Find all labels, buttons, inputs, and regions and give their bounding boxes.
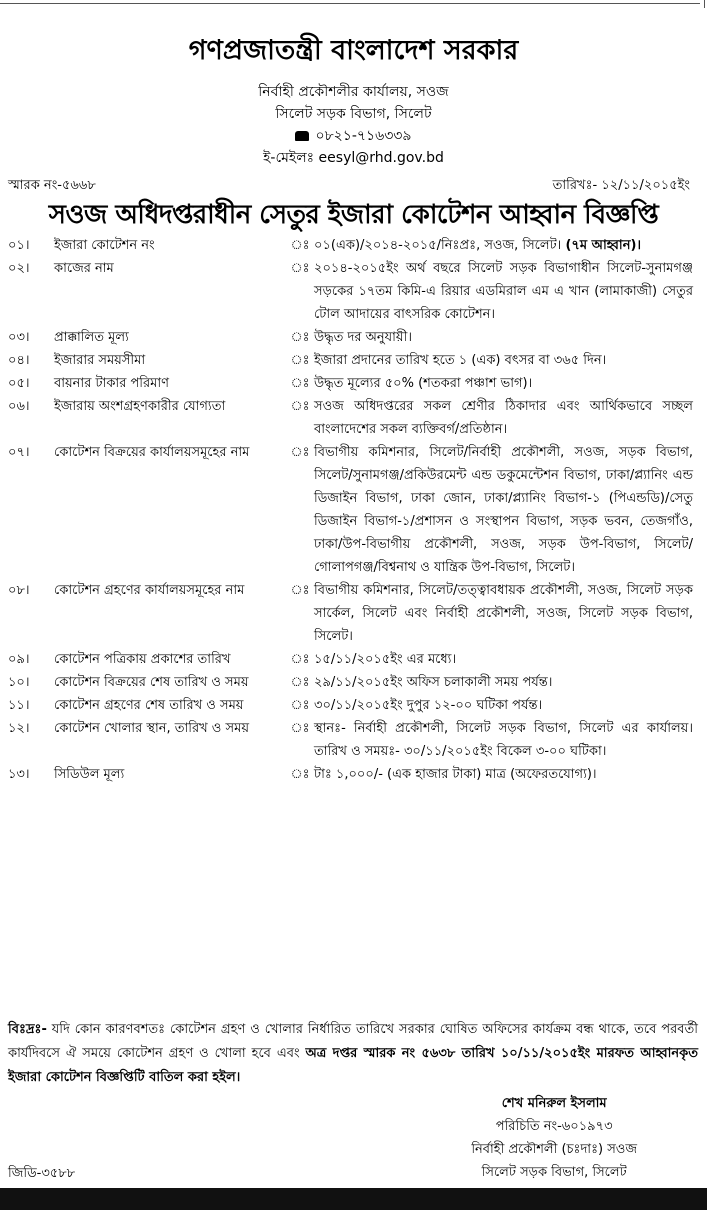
letterhead	[0, 30, 707, 169]
note-cancellation: অত্র দপ্তর স্মারক নং ৫৬৩৮ তারিখ ১০/১১/২০১৫ইং মারফত আহ্বানকৃত ইজারা কোটেশন বিজ্ঞপ্তিটি বাতিল করা হইল।	[8, 1046, 698, 1085]
notice-item-row	[8, 671, 693, 694]
memo-number: স্মারক নং-৫৬৬৮	[8, 178, 96, 193]
phone-number: ০৮২১-৭১৬৩৩৯	[315, 128, 412, 144]
right-border-tick	[704, 0, 705, 8]
item-value	[314, 671, 693, 694]
office-name: নির্বাহী প্রকৌশলীর কার্যালয়, সওজ	[258, 84, 449, 100]
item-label: কোটেশন পত্রিকায় প্রকাশের তারিখ	[54, 652, 231, 667]
item-label: কোটেশন বিক্রয়ের শেষ তারিখ ও সময়	[54, 675, 249, 690]
notice-item-row	[8, 349, 693, 372]
item-number: ১০।	[8, 675, 30, 690]
notice-item-row	[8, 234, 693, 257]
signatory-name: শেখ মনিরুল ইসলাম	[501, 1096, 607, 1111]
item-value-text: উদ্ধৃত দর অনুযায়ী।	[314, 330, 412, 345]
email-line: ই-মেইলঃ eesyl@rhd.gov.bd	[263, 150, 444, 166]
item-value-emphasis: (৭ম আহ্বান)।	[565, 238, 642, 253]
item-label: বায়নার টাকার পরিমাণ	[54, 376, 170, 391]
item-value-text: ২৯/১১/২০১৫ইং অফিস চলাকালী সময় পর্যন্ত।	[314, 675, 553, 690]
item-number: ১১।	[8, 698, 30, 713]
item-number: ০৯।	[8, 652, 30, 667]
item-value-text: ইজারা প্রদানের তারিখ হতে ১ (এক) বৎসর বা ৩৬৫ দিন।	[314, 353, 607, 368]
notice-item-row	[8, 395, 693, 441]
phone-line	[0, 125, 707, 147]
item-number: ০৬।	[8, 399, 30, 414]
item-label: কোটেশন বিক্রয়ের কার্যালয়সমূহের নাম	[54, 445, 250, 460]
item-separator: ঃ	[290, 445, 310, 460]
division-name: সিলেট সড়ক বিভাগ, সিলেট	[275, 106, 432, 122]
notice-note	[8, 1018, 698, 1090]
item-separator: ঃ	[290, 652, 310, 667]
item-number: ০৫।	[8, 376, 30, 391]
item-value	[314, 579, 693, 648]
top-border	[0, 0, 700, 4]
signatory-designation: নির্বাহী প্রকৌশলী (চঃদাঃ) সওজ	[471, 1142, 637, 1157]
item-value	[314, 648, 693, 671]
item-number: ১২।	[8, 721, 30, 736]
item-separator: ঃ	[290, 399, 310, 414]
signature-block	[471, 1092, 637, 1184]
item-value	[314, 234, 693, 257]
phone-icon	[295, 131, 309, 141]
item-value-text: সওজ অধিদপ্তরের সকল শ্রেণীর ঠিকাদার এবং আর্থিকভাবে সচ্ছল বাংলাদেশের সকল ব্যক্তিবর্গ/প্রতিষ্ঠান।	[314, 399, 693, 437]
signatory-id: পরিচিতি নং-৬০১৯৭৩	[495, 1119, 613, 1134]
note-text: যদি কোন কারণবশতঃ কোটেশন গ্রহণ ও খোলার নির্ধারিত তারিখে সরকার ঘোষিত অফিসের কার্যক্রম বন্ধ থাকে, তবে পরবর্তী কার্যদিবসে ঐ সময়ে কোটেশন গ্রহণ ও খোলা হবে এবং	[8, 1022, 698, 1061]
item-separator: ঃ	[290, 261, 310, 276]
notice-item-row	[8, 441, 693, 579]
item-separator: ঃ	[290, 376, 310, 391]
item-separator: ঃ	[290, 353, 310, 368]
item-value	[314, 717, 693, 763]
item-value-text: ১৫/১১/২০১৫ইং এর মধ্যে।	[314, 652, 457, 667]
item-value	[314, 326, 693, 349]
item-label: কোটেশন খোলার স্থান, তারিখ ও সময়	[54, 721, 249, 736]
item-number: ১৩।	[8, 767, 30, 782]
notice-item-row	[8, 257, 693, 326]
memo-date: তারিখঃ- ১২/১১/২০১৫ইং	[552, 178, 690, 193]
notice-item-row	[8, 579, 693, 648]
item-value	[314, 441, 693, 579]
item-separator: ঃ	[290, 238, 310, 253]
item-label: ইজারায় অংশগ্রহণকারীর যোগ্যতা	[54, 399, 226, 414]
item-value-text: স্থানঃ- নির্বাহী প্রকৌশলী, সিলেট সড়ক বিভাগ, সিলেট এর কার্যালয়। তারিখ ও সময়ঃ- ৩০/১১/২০১৫ইং বিকেল ৩-০০ ঘটিকা।	[314, 721, 693, 759]
item-label: কাজের নাম	[54, 261, 114, 276]
item-value	[314, 763, 693, 786]
item-number: ০৭।	[8, 445, 30, 460]
notice-items-table	[8, 234, 693, 786]
notice-item-row	[8, 372, 693, 395]
notice-item-row	[8, 326, 693, 349]
item-value	[314, 257, 693, 326]
item-separator: ঃ	[290, 583, 310, 598]
item-label: কোটেশন গ্রহণের কার্যালয়সমূহের নাম	[54, 583, 245, 598]
notice-item-row	[8, 717, 693, 763]
item-label: ইজারা কোটেশন নং	[54, 238, 155, 253]
item-value	[314, 372, 693, 395]
gd-number: জিডি-৩৫৮৮	[8, 1166, 76, 1181]
notice-title: সওজ অধিদপ্তরাধীন সেতুর ইজারা কোটেশন আহ্বান বিজ্ঞপ্তি	[48, 200, 659, 230]
item-value-text: বিভাগীয় কমিশনার, সিলেট/নির্বাহী প্রকৌশলী, সওজ, সড়ক বিভাগ, সিলেট/সুনামগঞ্জ/প্রকিউরমেন্ট এন্ড ডকুমেন্টেশন বিভাগ, ঢাকা/প্ল্যানিং এন্ড ডিজাইন বিভাগ, ঢাকা জোন, ঢাকা/প্ল্যানিং বিভাগ-১ (পিএন্ডডি)/সেতু ডিজাইন বিভাগ-১/প্রশাসন ও সংস্থাপন বিভাগ, সড়ক ভবন, তেজগাঁও, ঢাকা/উপ-বিভাগীয় প্রকৌশলী, সওজ, সড়ক উপ-বিভাগ, সিলেট/গোলাপগঞ্জ/বিশ্বনাথ ও যান্ত্রিক উপ-বিভাগ, সিলেট।	[314, 445, 693, 575]
item-separator: ঃ	[290, 698, 310, 713]
item-value	[314, 349, 693, 372]
notice-item-row	[8, 763, 693, 786]
item-number: ০১।	[8, 238, 30, 253]
item-value	[314, 395, 693, 441]
item-number: ০৪।	[8, 353, 30, 368]
item-number: ০২।	[8, 261, 30, 276]
item-value-text: বিভাগীয় কমিশনার, সিলেট/তত্ত্বাবধায়ক প্রকৌশলী, সওজ, সিলেট সড়ক সার্কেল, সিলেট এবং নির্বাহী প্রকৌশলী, সওজ, সিলেট সড়ক বিভাগ, সিলেট।	[314, 583, 693, 644]
item-separator: ঃ	[290, 675, 310, 690]
item-number: ০৮।	[8, 583, 30, 598]
item-value-text: টাঃ ১,০০০/- (এক হাজার টাকা) মাত্র (অফেরতযোগ্য)।	[314, 767, 597, 782]
item-separator: ঃ	[290, 721, 310, 736]
item-value-text: ০১(এক)/২০১৪-২০১৫/নিঃপ্রঃ, সওজ, সিলেট।	[314, 238, 562, 253]
item-value-text: ৩০/১১/২০১৫ইং দুপুর ১২-০০ ঘটিকা পর্যন্ত।	[314, 698, 543, 713]
item-value-text: উদ্ধৃত মূল্যের ৫০% (শতকরা পঞ্চাশ ভাগ)।	[314, 376, 533, 391]
item-label: ইজারার সময়সীমা	[54, 353, 146, 368]
signatory-office: সিলেট সড়ক বিভাগ, সিলেট	[481, 1165, 627, 1180]
item-label: সিডিউল মূল্য	[54, 767, 125, 782]
government-title: গণপ্রজাতন্ত্রী বাংলাদেশ সরকার	[188, 35, 519, 66]
notice-item-row	[8, 694, 693, 717]
item-label: প্রাক্কালিত মূল্য	[54, 330, 129, 345]
notice-item-row	[8, 648, 693, 671]
item-number: ০৩।	[8, 330, 30, 345]
item-value	[314, 694, 693, 717]
item-separator: ঃ	[290, 767, 310, 782]
item-value-text: ২০১৪-২০১৫ইং অর্থ বছরে সিলেট সড়ক বিভাগাধীন সিলেট-সুনামগঞ্জ সড়কের ১৭তম কিমি-এ রিয়ার এডমিরাল এম এ খান (লামাকাজী) সেতুর টোল আদায়ের বাৎসরিক কোটেশন।	[314, 261, 693, 322]
item-label: কোটেশন গ্রহণের শেষ তারিখ ও সময়	[54, 698, 244, 713]
note-prefix: বিঃদ্রঃ-	[8, 1022, 47, 1037]
item-separator: ঃ	[290, 330, 310, 345]
bottom-black-bar	[0, 1188, 707, 1210]
